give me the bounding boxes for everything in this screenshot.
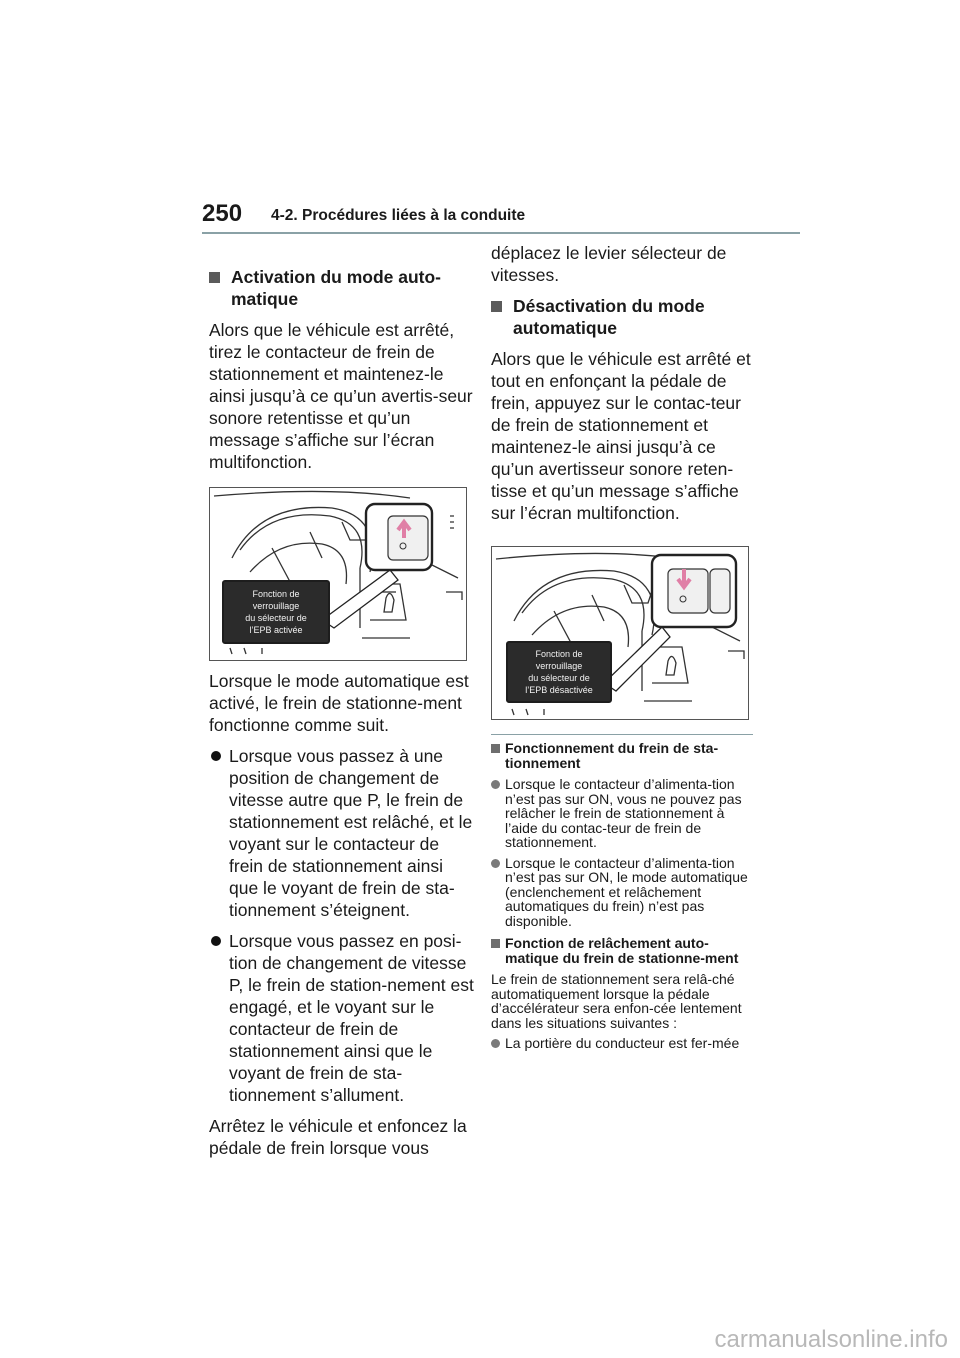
bullet-release (209, 745, 474, 921)
display-message-deactivated: Fonction de verrouillage du sélecteur de l’EPB désactivée (525, 649, 593, 695)
note-heading-operation-text: Fonctionnement du frein de sta-tionnement (505, 740, 719, 771)
note-bullet-power-off-auto (491, 856, 753, 929)
multi-info-display (506, 641, 612, 703)
stop-vehicle-paragraph: Arrêtez le véhicule et enfoncez la pédale de frein lorsque vous (209, 1116, 467, 1158)
bullet-engage (209, 930, 474, 1106)
notes-divider (491, 734, 753, 735)
note-bullet-door-closed-text: La portière du conducteur est fer-mée (505, 1035, 740, 1051)
deactivation-paragraph: Alors que le véhicule est arrêté et tout en enfonçant la pédale de frein, appuyez sur le contac-teur de frein de stationnement et maintenez-le ainsi jusqu’à ce qu’un avertisseur sonore reten-tisse et qu’un message s’affiche sur l’écran multifonction. (491, 349, 751, 523)
note-bullet-door-closed (491, 1036, 753, 1051)
heading-activation-text: Activation du mode auto- matique (231, 267, 441, 309)
square-bullet-icon (209, 272, 220, 283)
square-bullet-icon (491, 939, 500, 948)
header-rule (202, 232, 800, 234)
note-heading-operation (491, 741, 753, 771)
figure-deactivation (491, 546, 749, 720)
note-bullet-power-off-release-text: Lorsque le contacteur d’alimenta-tion n’est pas sur ON, vous ne pouvez pas relâcher le frein de stationnement à l’aide du contac-teur de frein de stationnement. (505, 776, 742, 850)
bullet-dot-icon (491, 1039, 500, 1048)
continued-paragraph: déplacez le levier sélecteur de vitesses. (491, 243, 727, 285)
watermark: carmanualsonline.info (714, 1326, 948, 1353)
note-bullet-power-off-release (491, 777, 753, 850)
heading-activation (209, 266, 474, 310)
activation-result-paragraph: Lorsque le mode automatique est activé, le frein de stationne-ment fonctionne comme suit. (209, 671, 469, 735)
left-column (209, 238, 474, 1159)
figure-activation (209, 487, 467, 661)
heading-deactivation-text: Désactivation du mode automatique (513, 296, 705, 338)
multi-info-display (222, 580, 330, 644)
note-bullet-power-off-auto-text: Lorsque le contacteur d’alimenta-tion n’est pas sur ON, le mode automatique (enclenchement et relâchement automatiques du frein) n’est pas disponible. (505, 854, 748, 929)
page-number: 250 (202, 200, 243, 227)
activation-paragraph: Alors que le véhicule est arrêté, tirez le contacteur de frein de stationnement et maintenez-le ainsi jusqu’à ce qu’un avertis-seur sonore retentisse et qu’un message s’affiche sur l’écran multifonction. (209, 320, 473, 472)
bullet-engage-text: Lorsque vous passez en posi-tion de changement de vitesse P, le frein de station-nement est engagé, et le voyant sur le contacteur de frein de stationnement ainsi que le voyant de frein de sta-tionnement s’allument. (229, 931, 474, 1105)
note-heading-auto-release-text: Fonction de relâchement auto-matique du frein de stationne-ment (505, 935, 739, 966)
note-heading-auto-release (491, 936, 753, 966)
bullet-dot-icon (211, 751, 221, 761)
bullet-dot-icon (491, 859, 500, 868)
bullet-release-text: Lorsque vous passez à une position de changement de vitesse autre que P, le frein de stationnement est relâché, et le voyant sur le contacteur de frein de stationnement ainsi que le voyant de frein de sta-tionnement s’éteignent. (229, 746, 473, 920)
bullet-dot-icon (491, 780, 500, 789)
heading-deactivation (491, 295, 753, 339)
square-bullet-icon (491, 744, 500, 753)
note-auto-release-paragraph: Le frein de stationnement sera relâ-ché automatiquement lorsque la pédale d’accélérateur sera enfon-cée lentement dans les situations suivantes : (491, 971, 742, 1031)
square-bullet-icon (491, 301, 502, 312)
right-column (491, 238, 753, 1051)
display-message-activated: Fonction de verrouillage du sélecteur de l’EPB activée (245, 589, 307, 635)
bullet-dot-icon (211, 936, 221, 946)
section-title: 4-2. Procédures liées à la conduite (271, 207, 526, 224)
